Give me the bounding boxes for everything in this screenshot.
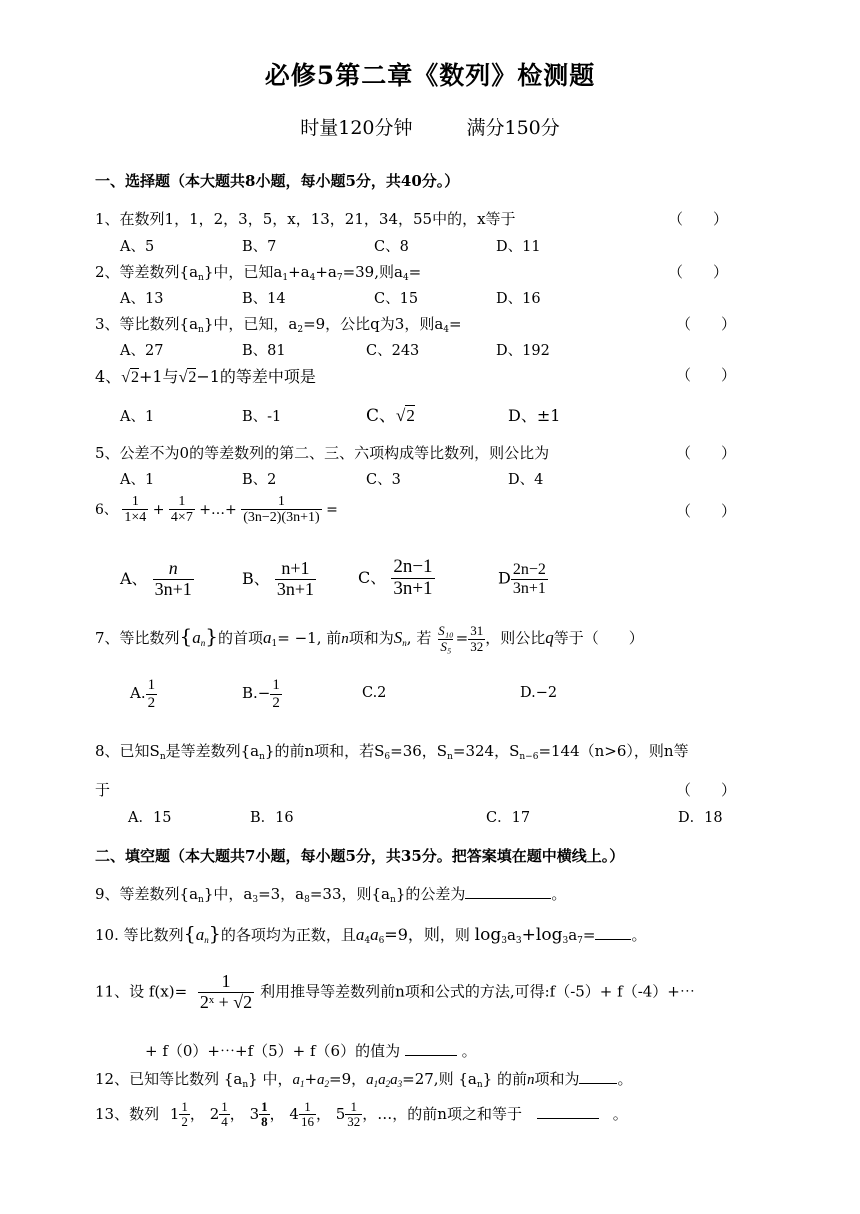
question-4: 4、√2+1与√2−1的等差中项是 [95, 367, 316, 386]
q2-option-c: C、15 [374, 291, 419, 307]
answer-paren-2: （ ） [668, 263, 729, 281]
q7-option-b: B.− $\frac{1}{2}$ [242, 677, 280, 711]
q6-option-c: C、 $\frac{2n-1}{3n+1}$ [358, 556, 433, 599]
question-11-cont: + f（0）+⋯+f（5）+ f（6）的值为 。 [145, 1042, 477, 1060]
q3-option-b: B、81 [242, 343, 286, 359]
q1-option-d: D、11 [496, 239, 541, 255]
answer-paren-6: （ ） [676, 502, 737, 520]
q4-option-b: B、-1 [242, 409, 282, 425]
q8-option-c: C．17 [486, 810, 531, 826]
answer-paren-4: （ ） [676, 366, 737, 384]
q11-answer-blank [405, 1055, 457, 1056]
time-limit: 时量120分钟 [300, 117, 413, 139]
question-12: 12、已知等比数列 $\{a_n\}$ 中，$a_1+a_2=9$，$a_1a_2a_3=27$,则 $\{a_n\}$ 的前n项和为 。 [95, 1070, 633, 1090]
question-11: 11、设 f(x)= $\frac{1}{\text{2ˣ + √2}}$ 利用推导等差数列前n项和公式的方法,可得:f（-5）+ f（-4）+⋯ [95, 971, 695, 1012]
q2-option-d: D、16 [496, 291, 541, 307]
question-9: 9、等差数列$\{a_n\}$中，$a_3=3$，$a_8=33$，则$\{a_n\}$的公差为 。 [95, 885, 567, 905]
page-title: 必修5第二章《数列》检测题 [264, 61, 596, 90]
q5-option-d: D、4 [508, 472, 544, 488]
q3-option-c: C、243 [366, 343, 420, 359]
q6-fraction-3: $\frac{1}{(3n-2)(3n+1)}$ [243, 494, 320, 526]
q8-option-d: D．18 [678, 810, 723, 826]
answer-paren-5: （ ） [676, 444, 737, 462]
question-7: 7、等比数列$\{a_n\}$的首项$a_1= -1$, 前n项和为$S_n$, 若 $\frac{\text{S₁₀}}{\text{S₅}}$ = $\frac{31}{32}$ ，则公比q等于（ ） [95, 623, 644, 654]
q8-option-a: A．15 [128, 810, 172, 826]
q12-answer-blank [579, 1083, 617, 1084]
subtitle [0, 113, 860, 140]
question-5: 5、公差不为0的等差数列的第二、三、六项构成等比数列，则公比为 [95, 444, 550, 462]
q1-option-a: A、5 [120, 239, 155, 255]
q2-option-b: B、14 [242, 291, 286, 307]
question-3: 3、等比数列$\{a_n\}$中，已知，$a_2=9$，公比q为3，则$a_4=$ [95, 315, 462, 335]
question-8-cont: 于 [95, 781, 111, 799]
q5-option-c: C、3 [366, 472, 401, 488]
q4-option-a: A、1 [120, 409, 155, 425]
q6-fraction-1: $\frac{1}{1\times 4}$ [124, 494, 147, 526]
q7-option-a: A. $\frac{1}{2}$ [130, 677, 156, 711]
q6-fraction-2: $\frac{1}{4\times 7}$ [170, 494, 193, 526]
q6-option-a: A、 $\frac{n}{3n+1}$ [120, 558, 192, 599]
q13-answer-blank [537, 1118, 599, 1119]
q7-option-d: D.−2 [520, 685, 558, 701]
section-fill-heading: 二、填空题（本大题共7小题，每小题5分，共35分。把答案填在题中横线上。） [95, 847, 625, 865]
question-1: 1、在数列1，1，2，3，5，x，13，21，34，55中的，x等于 [95, 210, 516, 228]
question-2: 2、等差数列$\{a_n\}$中，已知$a_1+a_4+a_7=39$,则$a_4=$ [95, 263, 422, 283]
q4-option-c: C、√2 [366, 406, 415, 426]
answer-paren-8: （ ） [676, 781, 737, 799]
q1-option-b: B、7 [242, 239, 277, 255]
q7-option-c: C.2 [362, 685, 387, 701]
question-8: 8、已知$S_n$是等差数列$\{a_n\}$的前n项和，若$S_6=36$，$S_n=324$，$S_{n-6}=144(n>6)$，则n等 [95, 742, 689, 762]
question-13: 13、数列 1 $\frac{1}{2}$ ， 2 $\frac{1}{4}$ ， 3 $\frac{1}{8}$ ， 4 $\frac{1}{16}$ ， 5 $\frac{1}{32}$ ，…，的前n项之和等于 。 [95, 1099, 628, 1130]
answer-paren-1: （ ） [668, 210, 729, 228]
q3-option-a: A、27 [120, 343, 164, 359]
q4-option-d: D、±1 [508, 406, 561, 425]
q6-option-b: B、 $\frac{n+1}{3n+1}$ [242, 558, 315, 599]
question-10: 10. 等比数列$\{a_n\}$的各项均为正数，且$a_4a_6=9$，则，则 $\log_3a_3+\log_3a_7=$ 。 [95, 923, 647, 946]
q10-answer-blank [595, 939, 631, 940]
answer-paren-3: （ ） [676, 315, 737, 333]
q1-option-c: C、8 [374, 239, 409, 255]
q9-answer-blank [465, 898, 551, 899]
question-6: 6、 $\frac{1}{1\times 4}$ + $\frac{1}{4\times 7}$ +…+ $\frac{1}{(3n-2)(3n+1)}$ = [95, 494, 338, 526]
q5-option-b: B、2 [242, 472, 277, 488]
q2-option-a: A、13 [120, 291, 164, 307]
q8-option-b: B．16 [250, 810, 294, 826]
q5-option-a: A、1 [120, 472, 155, 488]
q3-option-d: D、192 [496, 343, 550, 359]
section-choice-heading: 一、选择题（本大题共8小题，每小题5分，共40分。） [95, 172, 460, 190]
q6-option-d: D $\frac{2n-2}{3n+1}$ [498, 561, 546, 597]
full-score: 满分150分 [466, 117, 560, 139]
